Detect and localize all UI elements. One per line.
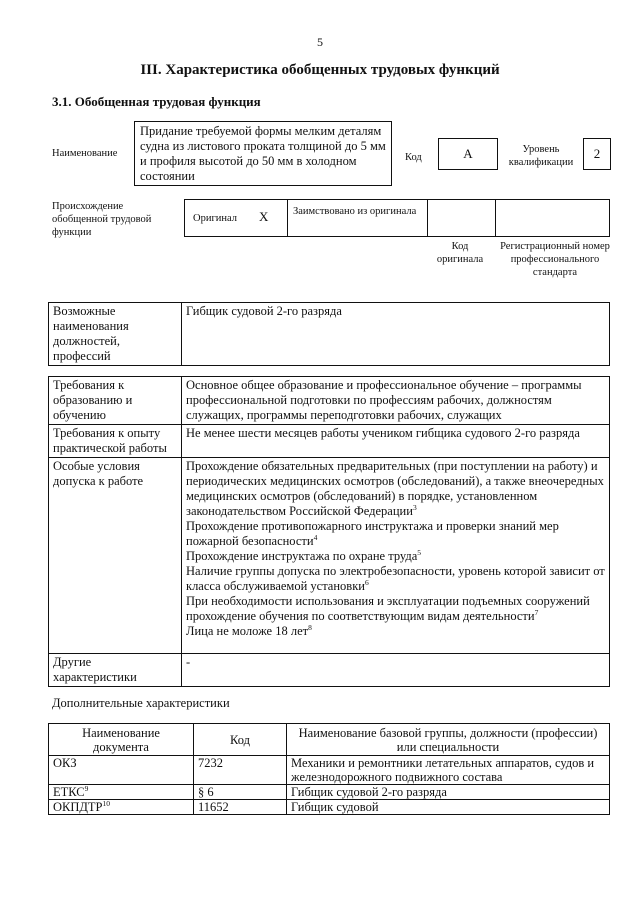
special-item: При необходимости использования и эксплуатации подъемных сооружений прохождение обучения по соответствующим видам деятельности$^7$: [186, 594, 590, 623]
name-label: Наименование: [52, 148, 118, 159]
row-name: Механики и ремонтники летательных аппаратов, судов и железнодорожного подвижного состава: [287, 756, 610, 785]
row-doc: ЕТКС: [53, 785, 85, 799]
original-mark: X: [259, 209, 269, 224]
other-label: Другие характеристики: [49, 654, 182, 687]
section-title: III. Характеристика обобщенных трудовых функций: [140, 62, 500, 78]
requirements-table: [48, 376, 610, 687]
origin-label: Происхождение обобщенной трудовой функции: [52, 201, 152, 238]
table-row: ЕТКС$^9$ § 6 Гибщик судовой 2-го разряда: [49, 785, 610, 800]
special-item: Наличие группы допуска по электробезопасности, уровень которой зависит от класса обслуживаемой установки$^6$: [186, 564, 605, 593]
positions-label: Возможные наименования должностей, профессий: [49, 303, 182, 366]
function-name-box: [134, 121, 392, 186]
special-item: Прохождение инструктажа по охране труда$^5$: [186, 547, 422, 563]
additional-title: Дополнительные характеристики: [52, 696, 230, 710]
row-doc: ОКПДТР: [53, 800, 103, 814]
code-value: A: [463, 146, 473, 161]
table-row: [49, 756, 610, 785]
col-code-header: Код: [194, 724, 287, 756]
special-conditions: [182, 458, 610, 654]
positions-value: Гибщик судовой 2-го разряда: [182, 303, 610, 366]
divider: [427, 200, 428, 236]
positions-table: [48, 302, 610, 366]
row-code: 7232: [194, 756, 287, 785]
row-code: 11652: [194, 800, 287, 815]
education-value: Основное общее образование и профессиональное обучение – программы профессиональной подготовки по профессиям рабочих, должностям служащих, программы переподготовки рабочих, служащих: [182, 377, 610, 425]
row-doc: ОКЗ: [53, 756, 77, 770]
education-label: Требования к образованию и обучению: [49, 377, 182, 425]
code-original-label: Код оригинала: [436, 241, 484, 265]
other-value: -: [182, 654, 610, 687]
row-name: Гибщик судовой 2-го разряда: [287, 785, 610, 800]
row-name: Гибщик судовой: [287, 800, 610, 815]
additional-table: [48, 723, 610, 815]
special-label: Особые условия допуска к работе: [49, 458, 182, 654]
function-name-value: Придание требуемой формы мелким деталям судна из листового проката толщиной до 5 мм и профиля высотой до 50 мм в холодном состоянии: [140, 124, 386, 183]
special-item: Лица не моложе 18 лет$^8$: [186, 622, 312, 638]
divider: [287, 200, 288, 236]
reg-number-label: Регистрационный номер профессионального стандарта: [500, 241, 610, 278]
experience-value: Не менее шести месяцев работы учеником гибщика судового 2-го разряда: [182, 425, 610, 458]
borrowed-label: Заимствовано из оригинала: [293, 206, 417, 217]
row-code: § 6: [194, 785, 287, 800]
code-label: Код: [405, 152, 422, 163]
original-label: Оригинал: [193, 213, 237, 224]
table-row: ОКПДТР$^{10}$ 11652 Гибщик судовой: [49, 800, 610, 815]
col-name-header: Наименование базовой группы, должности (профессии) или специальности: [287, 724, 610, 756]
experience-label: Требования к опыту практической работы: [49, 425, 182, 458]
subsection-title: 3.1. Обобщенная трудовая функция: [52, 94, 261, 109]
level-label: Уровень квалификации: [508, 144, 574, 168]
special-item: Прохождение обязательных предварительных (при поступлении на работу) и периодических медицинских осмотров (обследований), а также внеочередных медицинских осмотров (обследований) в порядке, установленном законодательством Российской Федерации$^3$: [186, 459, 604, 518]
origin-table: [184, 199, 610, 237]
page-number: 5: [317, 35, 323, 49]
special-item: Прохождение противопожарного инструктажа и проверки знаний мер пожарной безопасности$^4$: [186, 519, 559, 548]
level-value-box: [583, 138, 611, 170]
divider: [495, 200, 496, 236]
level-value: 2: [593, 146, 601, 161]
col-doc-header: Наименование документа: [49, 724, 194, 756]
code-value-box: [438, 138, 498, 170]
